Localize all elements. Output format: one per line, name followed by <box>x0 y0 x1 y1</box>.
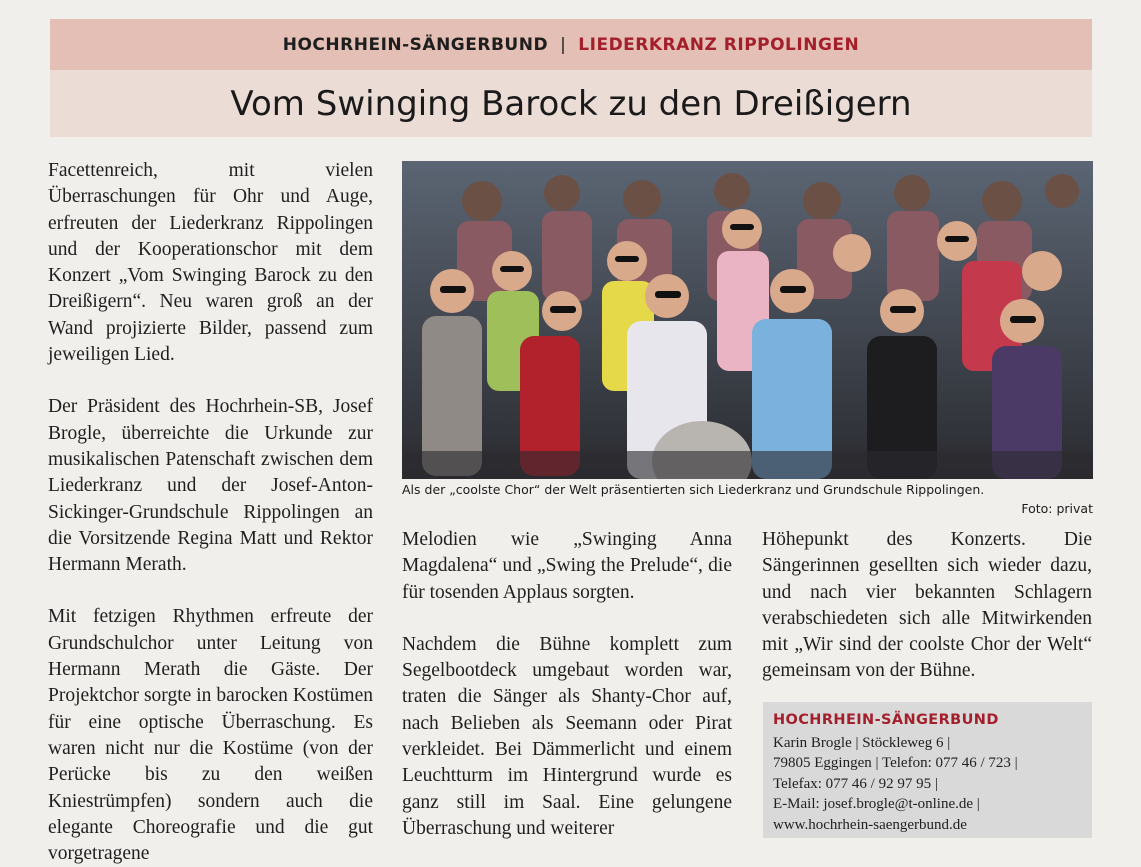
contact-email: E-Mail: josef.brogle@t-online.de | <box>773 796 980 812</box>
contact-line: Karin Brogle | Stöckleweg 6 | <box>773 734 951 751</box>
header-separator: | <box>560 34 567 55</box>
article-header <box>50 19 1092 137</box>
choir-photo-illustration <box>402 161 1093 479</box>
choir-name: LIEDERKRANZ RIPPOLINGEN <box>578 34 860 55</box>
article-title: Vom Swinging Barock zu den Dreißigern <box>230 83 912 124</box>
contact-line: Telefax: 077 46 / 92 97 95 | <box>773 775 938 792</box>
paragraph: Melodien wie „Swinging Anna Magdalena“ und „Swing the Prelude“, die für tosenden Applaus sorgten. <box>402 529 732 603</box>
organization-name: HOCHRHEIN-SÄNGERBUND <box>282 34 549 55</box>
paragraph: Nachdem die Bühne komplett zum Segelbootdeck umgebaut worden war, traten die Sänger als Shanty-Chor auf, nach Belieben als Seemann oder Pirat verkleidet. Bei Dämmerlicht und einem Leuchtturm im Hintergrund wurde es ganz still im Saal. Eine gelungene Überraschung und weiterer <box>402 633 732 839</box>
text-column-3 <box>762 527 1092 685</box>
contact-title: HOCHRHEIN-SÄNGERBUND <box>773 712 999 728</box>
paragraph: Höhepunkt des Konzerts. Die Sängerinnen gesellten sich wieder dazu, und nach vier bekannten Schlagern verabschiedeten sich alle Mitwirkenden mit „Wir sind der coolste Chor der Welt“ gemeinsam von der Bühne. <box>762 529 1092 682</box>
contact-info-box <box>763 702 1092 838</box>
text-column-1 <box>48 158 373 867</box>
paragraph: Der Präsident des Hochrhein-SB, Josef Brogle, überreichte die Urkunde zur musikalischen Patenschaft zwischen dem Liederkranz und der Josef-Anton-Sickinger-Grundschule Rippolingen an die Vorsitzende Regina Matt und Rektor Hermann Merath. <box>48 396 373 576</box>
title-band <box>50 70 1092 137</box>
photo-credit: Foto: privat <box>1021 501 1093 516</box>
caption-text: Als der „coolste Chor“ der Welt präsentierten sich Liederkranz und Grundschule Rippolingen. <box>402 482 985 497</box>
contact-website: www.hochrhein-saengerbund.de <box>773 816 967 833</box>
contact-line: 79805 Eggingen | Telefon: 077 46 / 723 | <box>773 755 1018 771</box>
photo-caption <box>402 482 1093 516</box>
header-bar <box>50 19 1092 70</box>
text-column-2 <box>402 527 732 842</box>
paragraph: Facettenreich, mit vielen Überraschungen für Ohr und Auge, erfreuten der Liederkranz Rippolingen und der Kooperationschor mit dem Konzert „Vom Swinging Barock zu den Dreißigern“. Neu waren groß an der Wand projizierte Bilder, passend zum jeweiligen Lied. <box>48 160 373 366</box>
choir-photo <box>402 161 1093 479</box>
paragraph: Mit fetzigen Rhythmen erfreute der Grundschulchor unter Leitung von Hermann Merath die Gäste. Der Projektchor sorgte in barocken Kostümen für eine optische Überraschung. Es waren nicht nur die Kostüme (von der Perücke bis zu den weißen Kniestrümpfen) sondern auch die elegante Choreografie und die gut vorgetragene <box>48 606 373 865</box>
